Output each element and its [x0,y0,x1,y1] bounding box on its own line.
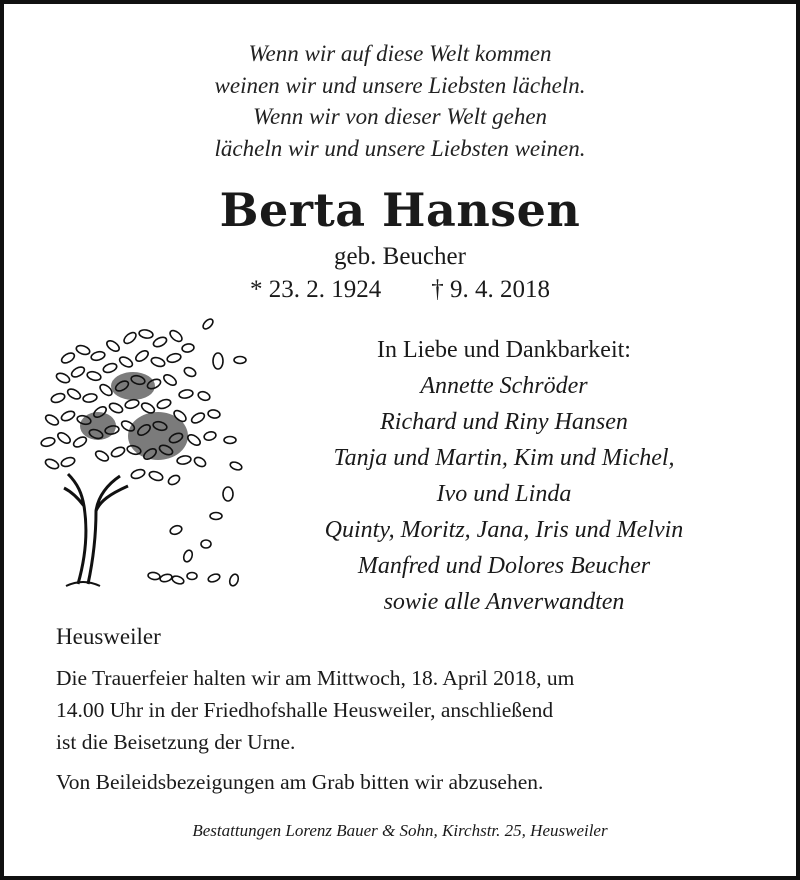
service-line: 14.00 Uhr in der Friedhofshalle Heusweiler, anschließend [56,698,554,722]
deceased-name: Berta Hansen [219,183,581,237]
mourners-list [254,332,754,620]
maiden-name: geb. Beucher [334,243,466,270]
poem-line: Wenn wir von dieser Welt gehen [252,104,548,129]
mourner-name: Richard und Riny Hansen [380,409,628,435]
mourner-name: Annette Schröder [420,373,588,399]
poem-line: Wenn wir auf diese Welt kommen [248,41,552,66]
poem-line: weinen wir und unsere Liebsten lächeln. [214,72,586,98]
place-name: Heusweiler [56,624,161,649]
mourners-heading: In Liebe und Dankbarkeit: [377,337,631,363]
mourner-name: Quinty, Moritz, Jana, Iris und Melvin [324,517,684,543]
poem [4,38,796,164]
service-line: Die Trauerfeier halten wir am Mittwoch, 18. April 2018, um [56,666,575,690]
mourner-name: Tanja und Martin, Kim und Michel, [333,445,675,471]
birth-date: * 23. 2. 1924 [250,276,382,303]
poem-line: lächeln wir und unsere Liebsten weinen. [214,135,586,161]
mourner-name: sowie alle Anverwandten [383,589,625,615]
service-details [56,662,776,758]
windswept-tree-icon [38,316,258,596]
mourner-name: Manfred und Dolores Beucher [357,553,651,579]
life-dates [4,274,796,306]
undertaker-credit: Bestattungen Lorenz Bauer & Sohn, Kirchstr. 25, Heusweiler [192,821,608,840]
condolence-note: Von Beileidsbezeigungen am Grab bitten wir abzusehen. [56,770,544,794]
death-date: † 9. 4. 2018 [431,276,550,303]
mourner-name: Ivo und Linda [436,481,572,507]
service-line: ist die Beisetzung der Urne. [56,730,296,754]
